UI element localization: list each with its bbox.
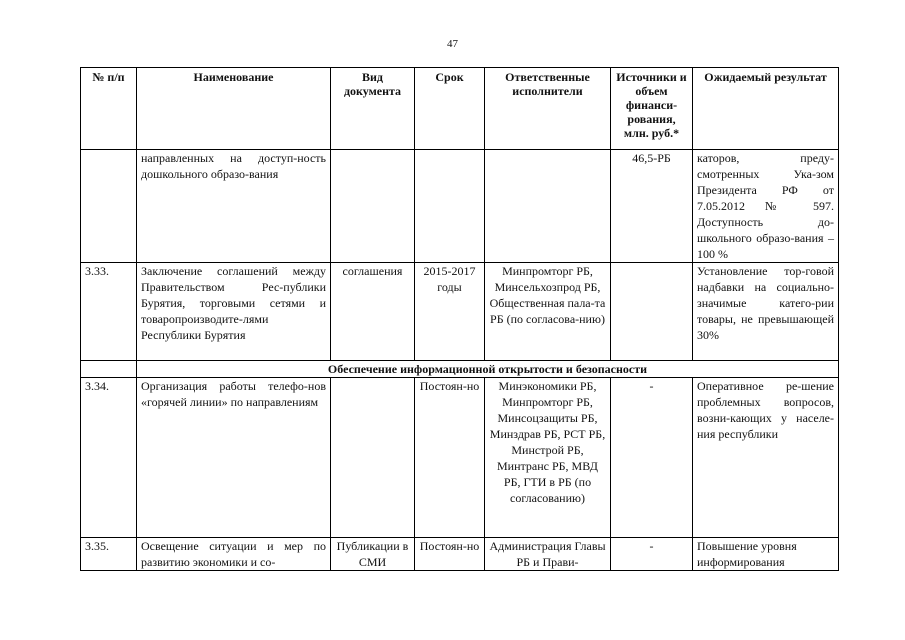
section-num-cell <box>81 361 137 378</box>
header-executors: Ответственные исполнители <box>485 68 611 150</box>
cell-term: Постоян-но <box>415 378 485 538</box>
cell-name: Освещение ситуации и мер по развитию экономики и со- <box>137 538 331 571</box>
cell-term <box>415 150 485 263</box>
cell-doc-type: соглашения <box>331 263 415 361</box>
page-number: 47 <box>447 38 458 50</box>
table-row <box>81 150 839 263</box>
cell-sources: - <box>611 378 693 538</box>
plan-table <box>80 67 839 571</box>
header-term: Срок <box>415 68 485 150</box>
cell-term: 2015-2017 годы <box>415 263 485 361</box>
section-row <box>81 361 839 378</box>
cell-executors: Администрация Главы РБ и Прави- <box>485 538 611 571</box>
cell-sources: 46,5-РБ <box>611 150 693 263</box>
cell-doc-type <box>331 150 415 263</box>
cell-executors: Минпромторг РБ, Минсельхозпрод РБ, Общественная пала-та РБ (по согласова-нию) <box>485 263 611 361</box>
cell-num: 3.34. <box>81 378 137 538</box>
cell-num: 3.33. <box>81 263 137 361</box>
cell-sources: - <box>611 538 693 571</box>
table-row <box>81 263 839 361</box>
header-row <box>81 68 839 150</box>
header-num: № п/п <box>81 68 137 150</box>
cell-doc-type: Публикации в СМИ <box>331 538 415 571</box>
cell-result: Повышение уровня информирования <box>693 538 839 571</box>
cell-num <box>81 150 137 263</box>
cell-term: Постоян-но <box>415 538 485 571</box>
table-row <box>81 538 839 571</box>
cell-result: каторов, преду-смотренных Ука-зом Президента РФ от 7.05.2012 № 597. Доступность до-школьного образо-вания – 100 % <box>693 150 839 263</box>
cell-doc-type <box>331 378 415 538</box>
section-title: Обеспечение информационной открытости и безопасности <box>137 361 839 378</box>
cell-name: Организация работы телефо-нов «горячей линии» по направлениям <box>137 378 331 538</box>
cell-result: Установление тор-говой надбавки на социально-значимые катего-рии товары, не превышающей 30% <box>693 263 839 361</box>
header-result: Ожидаемый результат <box>693 68 839 150</box>
cell-result: Оперативное ре-шение проблемных вопросов, возни-кающих у населе-ния республики <box>693 378 839 538</box>
cell-name: направленных на доступ-ность дошкольного образо-вания <box>137 150 331 263</box>
table-row <box>81 378 839 538</box>
header-sources: Источники и объем финанси-рования, млн. руб.* <box>611 68 693 150</box>
cell-executors: Минэкономики РБ, Минпромторг РБ, Минсоцзащиты РБ, Минздрав РБ, РСТ РБ, Минстрой РБ, Минтранс РБ, МВД РБ, ГТИ в РБ (по согласованию) <box>485 378 611 538</box>
header-doc-type: Вид документа <box>331 68 415 150</box>
header-name: Наименование <box>137 68 331 150</box>
cell-name: Заключение соглашений между Правительством Рес-публики Бурятия, торговыми сетями и товаропроизводите-лями Республики Бурятия <box>137 263 331 361</box>
cell-num: 3.35. <box>81 538 137 571</box>
cell-sources <box>611 263 693 361</box>
cell-executors <box>485 150 611 263</box>
